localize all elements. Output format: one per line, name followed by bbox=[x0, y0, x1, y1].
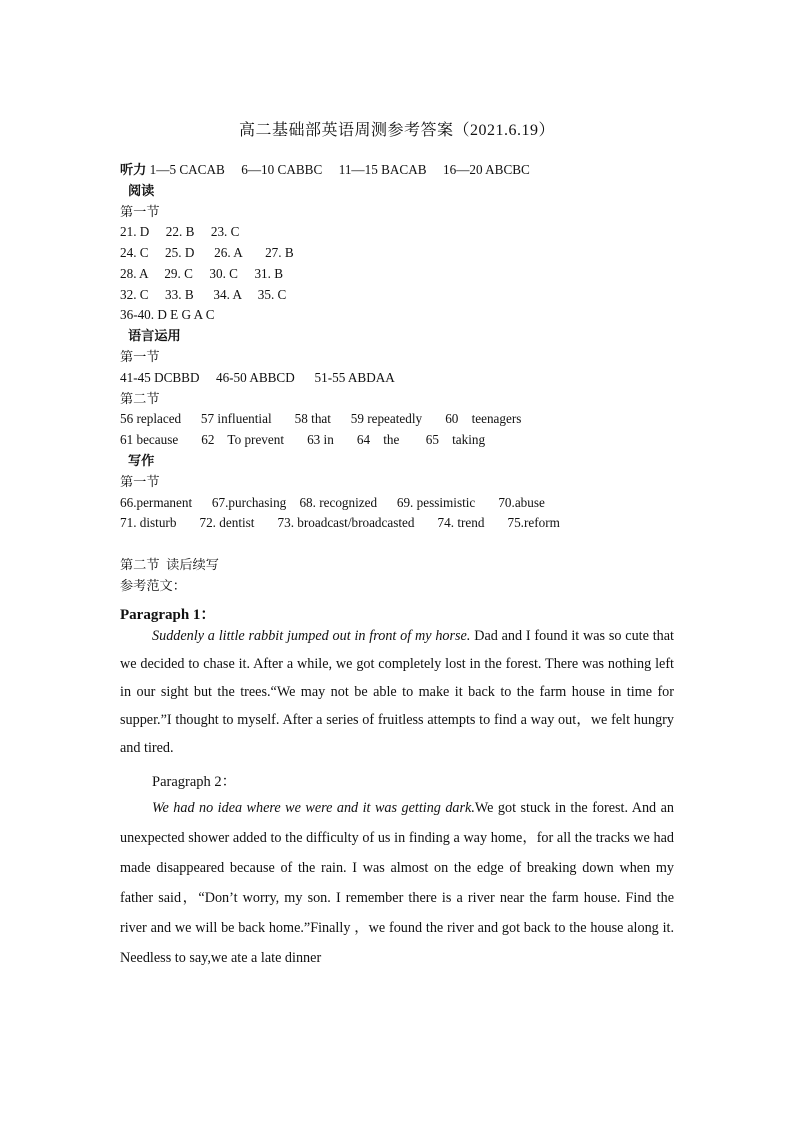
paragraph-2-label: Paragraph 2： bbox=[152, 774, 237, 790]
paragraph-2-text: We got stuck in the forest. And an unexpected shower added to the difficulty of us in finding a way home，for all the tracks we had made disappeared because of the rain. I was almost on the edge of breaking down when my father said，“Don’t worry, my son. I remember there is a river near the farm house. Find the river and we will be back home.”Finally ，we found the river and got back to the house along it. Needless to say,we ate a late dinner bbox=[120, 800, 674, 966]
listening-answers: 1—5 CACAB 6—10 CABBC 11—15 BACAB 16—20 ABCBC bbox=[149, 162, 530, 177]
reading-answers-row: 24. C 25. D 26. A 27. B bbox=[120, 245, 294, 260]
language-answers-row: 61 because 62 To prevent 63 in 64 the 65 taking bbox=[120, 432, 486, 447]
paragraph-1-label: Paragraph 1： bbox=[120, 607, 216, 623]
language-section-2: 第二节 bbox=[120, 391, 160, 406]
language-heading: 语言运用 bbox=[128, 328, 181, 343]
reading-section-1: 第一节 bbox=[120, 204, 160, 219]
listening-label: 听力 bbox=[120, 162, 147, 177]
writing-answers-row: 66.permanent 67.purchasing 68. recognized 69. pessimistic 70.abuse bbox=[120, 495, 545, 510]
paragraph-1-lead: Suddenly a little rabbit jumped out in front of my horse. bbox=[152, 628, 471, 644]
paragraph-2-body bbox=[120, 793, 674, 973]
paragraph-2-lead: We had no idea where we were and it was getting dark. bbox=[152, 800, 475, 816]
listening-line bbox=[120, 162, 530, 178]
reading-answers-row: 36-40. D E G A C bbox=[120, 307, 215, 322]
paragraph-1-text: Dad and I found it was so cute that we decided to chase it. After a while, we got completely lost in the forest. There was nothing left in our sight but the trees.“We may not be able to make it back to the farm house in time for supper.”I thought to myself. After a series of fruitless attempts to find a way out，we felt hungry and tired. bbox=[120, 628, 674, 756]
reading-heading: 阅读 bbox=[128, 183, 155, 198]
reading-answers-row: 32. C 33. B 34. A 35. C bbox=[120, 287, 287, 302]
paragraph-1-body bbox=[120, 622, 674, 762]
writing-section-1: 第一节 bbox=[120, 474, 160, 489]
reference-label: 参考范文： bbox=[120, 578, 186, 593]
reading-answers-row: 21. D 22. B 23. C bbox=[120, 224, 240, 239]
writing-heading: 写作 bbox=[128, 453, 155, 468]
language-answers-row: 41-45 DCBBD 46-50 ABBCD 51-55 ABDAA bbox=[120, 370, 395, 385]
writing-section-2: 第二节 读后续写 bbox=[120, 557, 219, 572]
document-title: 高二基础部英语周测参考答案（2021.6.19） bbox=[238, 122, 555, 139]
language-answers-row: 56 replaced 57 influential 58 that 59 repeatedly 60 teenagers bbox=[120, 411, 522, 426]
writing-answers-row: 71. disturb 72. dentist 73. broadcast/broadcasted 74. trend 75.reform bbox=[120, 515, 560, 530]
reading-answers-row: 28. A 29. C 30. C 31. B bbox=[120, 266, 284, 281]
language-section-1: 第一节 bbox=[120, 349, 160, 364]
